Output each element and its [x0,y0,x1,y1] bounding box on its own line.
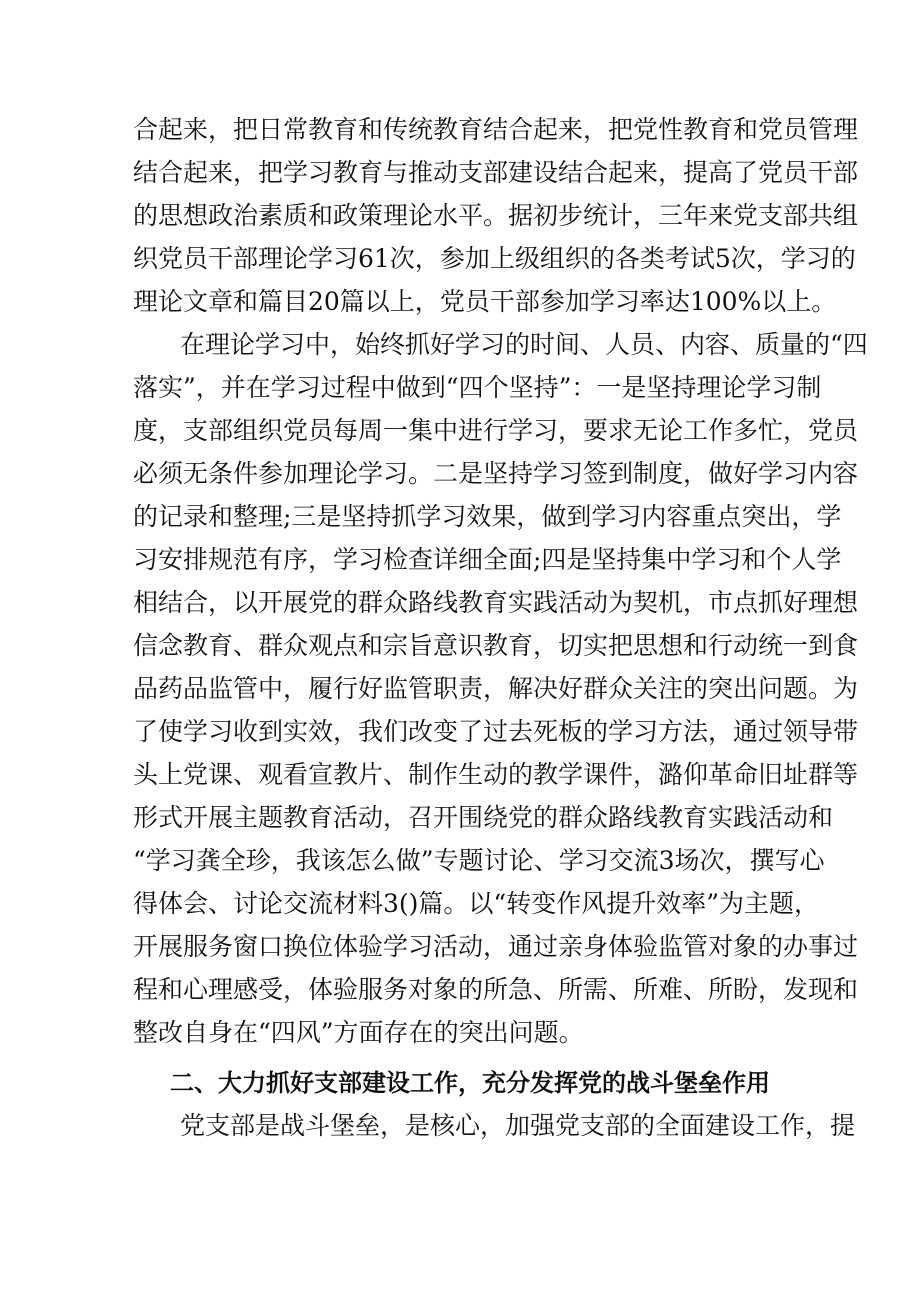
paragraph-2-line-6: 习安排规范有序，学习检查详细全面;四是坚持集中学习和个人学 [133,545,842,574]
paragraph-2-line-13: “学习龚全珍，我该怎么做”专题讨论、学习交流3场次，撰写心 [133,846,825,875]
paragraph-2-line-12: 形式开展主题教育活动，召开围绕党的群众路线教育实践活动和 [133,803,834,832]
paragraph-2-line-14: 得体会、讨论交流材料3()篇。以“转变作风提升效率”为主题， [133,889,819,918]
paragraph-2-line-11: 头上党课、观看宣教片、制作生动的教学课件，潞仰革命旧址群等 [133,760,859,789]
paragraph-2-line-7: 相结合，以开展党的群众路线教育实践活动为契机，市点抓好理想 [133,588,859,617]
paragraph-3-line-1: 党支部是战斗堡垒，是核心，加强党支部的全面建设工作，提 [180,1111,856,1140]
paragraph-1-line-3: 的思想政治素质和政策理论水平。据初步统计，三年来党支部共组 [133,201,859,230]
paragraph-1-line-4: 织党员干部理论学习61次，参加上级组织的各类考试5次，学习的 [133,244,856,273]
paragraph-2-line-10: 了使学习收到实效，我们改变了过去死板的学习方法，通过领导带 [133,717,859,746]
paragraph-1-line-1: 合起来，把日常教育和传统教育结合起来，把党性教育和党员管理 [133,115,859,144]
paragraph-2-line-2: 落实”，并在学习过程中做到“四个坚持”：一是坚持理论学习制 [133,373,822,402]
paragraph-2-line-8: 信念教育、群众观点和宗旨意识教育，切实把思想和行动统一到食 [133,631,859,660]
paragraph-2-line-16: 程和心理感受，体验服务对象的所急、所需、所难、所盼，发现和 [133,975,859,1004]
paragraph-2-line-9: 品药品监管中，履行好监管职责，解决好群众关注的突出问题。为 [133,674,859,703]
paragraph-2-line-1: 在理论学习中，始终抓好学习的时间、人员、内容、质量的“四 [180,330,868,359]
paragraph-1-line-5: 理论文章和篇目20篇以上，党员干部参加学习率达100%以上。 [133,287,837,316]
paragraph-1-line-2: 结合起来，把学习教育与推动支部建设结合起来，提高了党员干部 [133,158,859,187]
section-heading-2: 二、大力抓好支部建设工作，充分发挥党的战斗堡垒作用 [170,1069,770,1097]
paragraph-2-line-4: 必须无条件参加理论学习。二是坚持学习签到制度，做好学习内容 [133,459,859,488]
paragraph-2-line-5: 的记录和整理;三是坚持抓学习效果，做到学习内容重点突出，学 [133,502,842,531]
paragraph-2-line-3: 度，支部组织党员每周一集中进行学习，要求无论工作多忙，党员 [133,416,859,445]
paragraph-2-line-15: 开展服务窗口换位体验学习活动，通过亲身体验监管对象的办事过 [133,932,859,961]
paragraph-2-line-17: 整改自身在“四风”方面存在的突出问题。 [133,1018,584,1047]
